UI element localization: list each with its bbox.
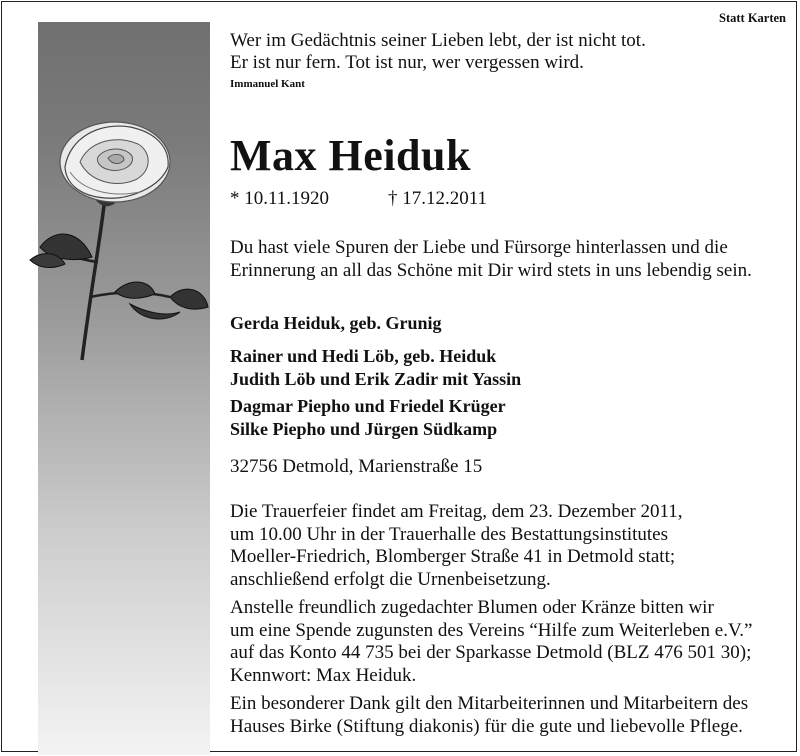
- mourners-group-2: [230, 345, 521, 391]
- ceremony-paragraph: [230, 501, 752, 591]
- quote-block: [230, 30, 786, 90]
- obituary-notice: [1, 1, 797, 752]
- ceremony-line: Moeller-Friedrich, Blomberger Straße 41 in Detmold statt;: [230, 546, 676, 567]
- ceremony-line: anschließend erfolgt die Urnenbeisetzung.: [230, 568, 551, 590]
- mourners-list: [230, 312, 521, 445]
- farewell-line-2: Erinnerung an all das Schöne mit Dir wird stets in uns lebendig sein.: [230, 260, 752, 281]
- mourners-group-3: [230, 395, 521, 441]
- mourner-name: Silke Piepho und Jürgen Südkamp: [230, 419, 498, 439]
- thanks-line: Hauses Birke (Stiftung diakonis) für die gute und liebevolle Pflege.: [230, 715, 743, 737]
- rose-icon: [20, 112, 210, 362]
- donation-line: auf das Konto 44 735 bei der Sparkasse Detmold (BLZ 476 501 30);: [230, 642, 752, 663]
- ceremony-line: um 10.00 Uhr in der Trauerhalle des Bestattungsinstitutes: [230, 523, 669, 545]
- life-dates: [230, 188, 488, 210]
- ceremony-line: Die Trauerfeier findet am Freitag, dem 23. Dezember 2011,: [230, 501, 683, 522]
- thanks-line: Ein besonderer Dank gilt den Mitarbeiterinnen und Mitarbeitern des: [230, 693, 749, 714]
- ceremony-details: [230, 501, 752, 744]
- quote-line-2: Er ist nur fern. Tot ist nur, wer vergessen wird.: [230, 52, 584, 73]
- mourner-name: Gerda Heiduk, geb. Grunig: [230, 313, 442, 333]
- mourners-group-1: [230, 312, 521, 335]
- mourner-name: Rainer und Hedi Löb, geb. Heiduk: [230, 346, 497, 366]
- donation-line: um eine Spende zugunsten des Vereins “Hilfe zum Weiterleben e.V.”: [230, 619, 753, 641]
- quote-line-1: Wer im Gedächtnis seiner Lieben lebt, der ist nicht tot.: [230, 30, 646, 51]
- statt-karten-label: Statt Karten: [719, 11, 786, 25]
- birth-date: * 10.11.1920: [230, 188, 330, 209]
- death-date: † 17.12.2011: [388, 188, 488, 209]
- donation-paragraph: [230, 597, 752, 687]
- thanks-paragraph: [230, 693, 752, 738]
- donation-line: Anstelle freundlich zugedachter Blumen oder Kränze bitten wir: [230, 597, 714, 618]
- farewell-line-1: Du hast viele Spuren der Liebe und Fürsorge hinterlassen und die: [230, 237, 728, 258]
- family-address: 32756 Detmold, Marienstraße 15: [230, 456, 483, 477]
- deceased-name: Max Heiduk: [230, 131, 471, 180]
- donation-line: Kennwort: Max Heiduk.: [230, 664, 417, 686]
- mourner-name: Dagmar Piepho und Friedel Krüger: [230, 396, 506, 416]
- quote-author: Immanuel Kant: [230, 78, 305, 90]
- farewell-text: [230, 236, 752, 282]
- mourner-name: Judith Löb und Erik Zadir mit Yassin: [230, 369, 522, 389]
